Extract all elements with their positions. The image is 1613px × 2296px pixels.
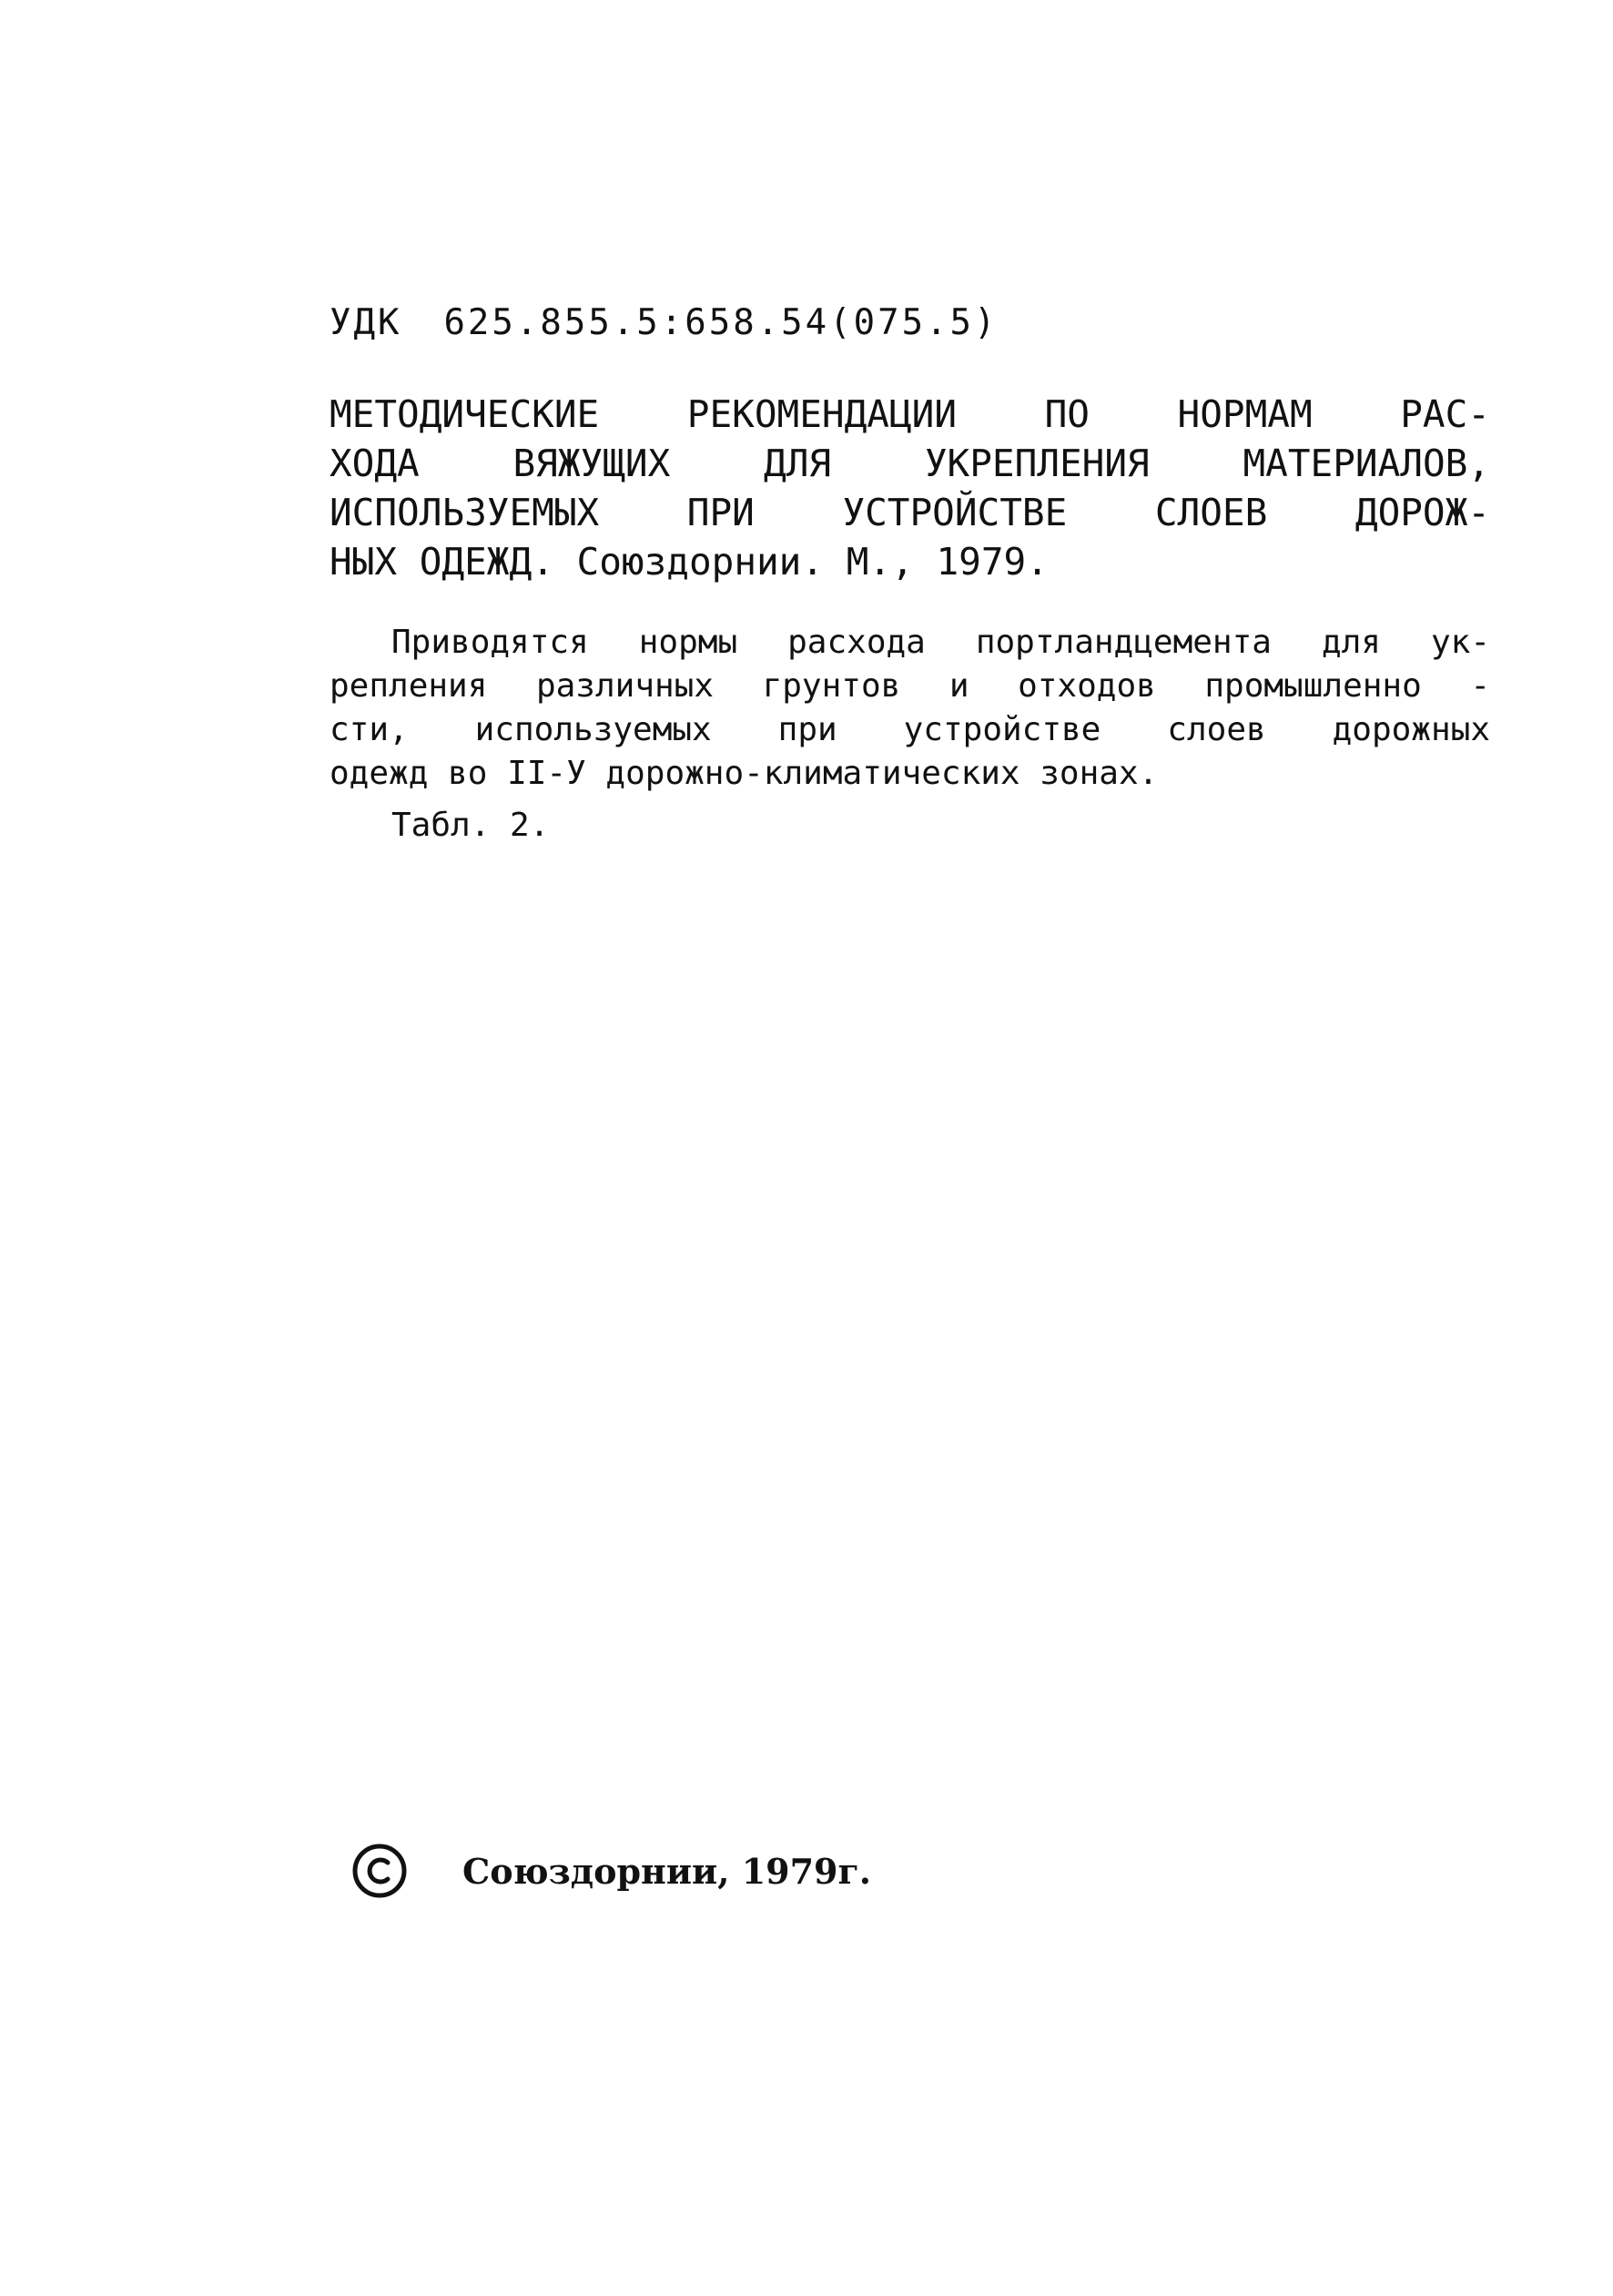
abstract-line: репления различных грунтов и отходов промышленно - — [330, 667, 1490, 705]
tables-note: Табл. 2. — [391, 807, 550, 844]
title-line: МЕТОДИЧЕСКИЕ РЕКОМЕНДАЦИИ ПО НОРМАМ РАС- — [330, 392, 1490, 436]
abstract-line: сти, используемых при устройстве слоев дорожных — [330, 711, 1490, 748]
abstract-paragraph — [330, 621, 1490, 796]
bibliographic-title — [330, 390, 1490, 586]
title-line: ИСПОЛЬЗУЕМЫХ ПРИ УСТРОЙСТВЕ СЛОЕВ ДОРОЖ- — [330, 491, 1490, 534]
abstract-line: Приводятся нормы расхода портландцемента для ук- — [391, 624, 1490, 661]
abstract-line: одежд во II-У дорожно-климатических зонах. — [330, 755, 1159, 792]
copyright-text: Союздорнии, 1979г. — [462, 1850, 871, 1892]
udk-classification — [330, 302, 999, 343]
title-line: ХОДА ВЯЖУЩИХ ДЛЯ УКРЕПЛЕНИЯ МАТЕРИАЛОВ, — [330, 442, 1490, 485]
title-line: НЫХ ОДЕЖД. Союздорнии. М., 1979. — [330, 540, 1049, 584]
udk-label: УДК — [330, 302, 402, 343]
copyright-notice — [351, 1843, 871, 1899]
copyright-circle-icon — [351, 1843, 408, 1899]
udk-code: 625.855.5:658.54(075.5) — [443, 302, 999, 343]
